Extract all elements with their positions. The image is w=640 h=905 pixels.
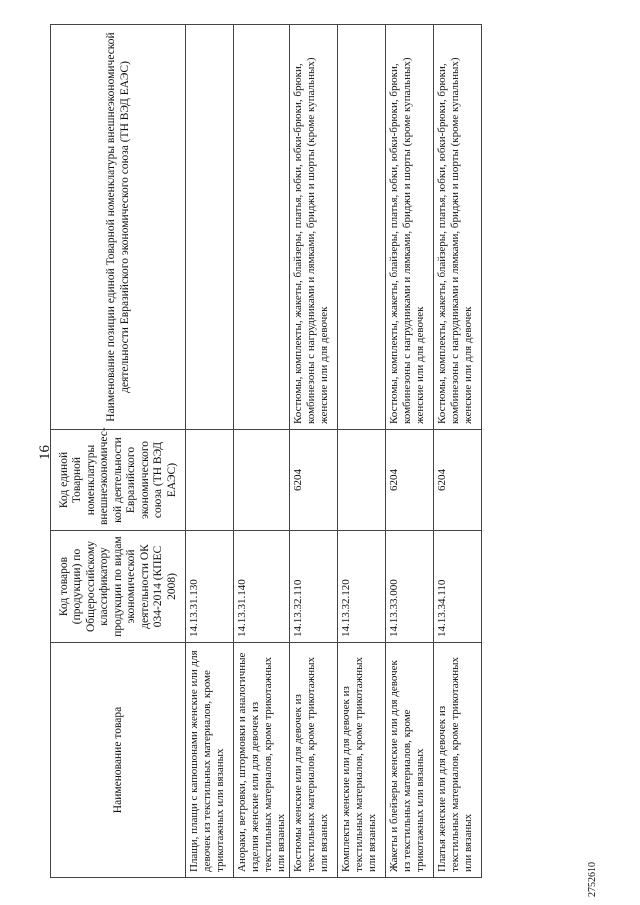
cell-hs-name: Костюмы, комплекты, жакеты, блайзеры, платья, юбки, юбки-брюки, брюки, комбинезоны с нагрудниками и лямками, бриджи и шорты (кроме купальных) женские или для девочек [386,25,434,430]
cell-hs-code: 6204 [386,430,434,531]
table-header-row [51,25,186,878]
cell-goods-name: Костюмы женские или для девочек из текстильных материалов, кроме трикотажных или вязаных [290,643,338,878]
cell-okpd-code: 14.13.33.000 [386,531,434,643]
header-hs-code: Код единой Товарной номенклатуры внешнеэкономичес-кой деятельности Евразийского экономического союза (ТН ВЭД ЕАЭС) [51,430,186,531]
cell-hs-name [338,25,386,430]
table-row [434,25,482,878]
table-row [386,25,434,878]
cell-hs-name [186,25,234,430]
header-okpd-code: Код товаров (продукции) по Общероссийскому классификатору продукции по видам экономической деятельности ОК 034-2014 (КПЕС 2008) [51,531,186,643]
cell-hs-code: 6204 [434,430,482,531]
document-code: 2752610 [587,862,598,897]
cell-okpd-code: 14.13.32.110 [290,531,338,643]
cell-goods-name: Комплекты женские или для девочек из текстильных материалов, кроме трикотажных или вязаных [338,643,386,878]
header-hs-name: Наименование позиции единой Товарной номенклатуры внешнеэкономической деятельности Евразийского экономического союза (ТН ВЭД ЕАЭС) [51,25,186,430]
header-goods-name: Наименование товара [51,643,186,878]
table-row [186,25,234,878]
table-row [234,25,290,878]
page-number: 16 [37,445,53,460]
cell-okpd-code: 14.13.31.130 [186,531,234,643]
cell-hs-code [338,430,386,531]
cell-hs-name: Костюмы, комплекты, жакеты, блайзеры, платья, юбки, юбки-брюки, брюки, комбинезоны с нагрудниками и лямками, бриджи и шорты (кроме купальных) женские или для девочек [290,25,338,430]
cell-goods-name: Плащи, плащи с капюшонами женские или для девочек из текстильных материалов, кроме трикотажных или вязаных [186,643,234,878]
cell-hs-name [234,25,290,430]
cell-hs-code [186,430,234,531]
cell-okpd-code: 14.13.32.120 [338,531,386,643]
cell-goods-name: Жакеты и блейзеры женские или для девочек из текстильных материалов, кроме трикотажных или вязаных [386,643,434,878]
goods-table [50,24,482,878]
cell-hs-name: Костюмы, комплекты, жакеты, блайзеры, платья, юбки, юбки-брюки, брюки, комбинезоны с нагрудниками и лямками, бриджи и шорты (кроме купальных) женские или для девочек [434,25,482,430]
cell-hs-code [234,430,290,531]
cell-goods-name: Анораки, ветровки, штормовки и аналогичные изделия женские или для девочек из текстильных материалов, кроме трикотажных или вязаных [234,643,290,878]
cell-okpd-code: 14.13.34.110 [434,531,482,643]
cell-okpd-code: 14.13.31.140 [234,531,290,643]
cell-hs-code: 6204 [290,430,338,531]
table-row [338,25,386,878]
cell-goods-name: Платья женские или для девочек из текстильных материалов, кроме трикотажных или вязаных [434,643,482,878]
table-row [290,25,338,878]
